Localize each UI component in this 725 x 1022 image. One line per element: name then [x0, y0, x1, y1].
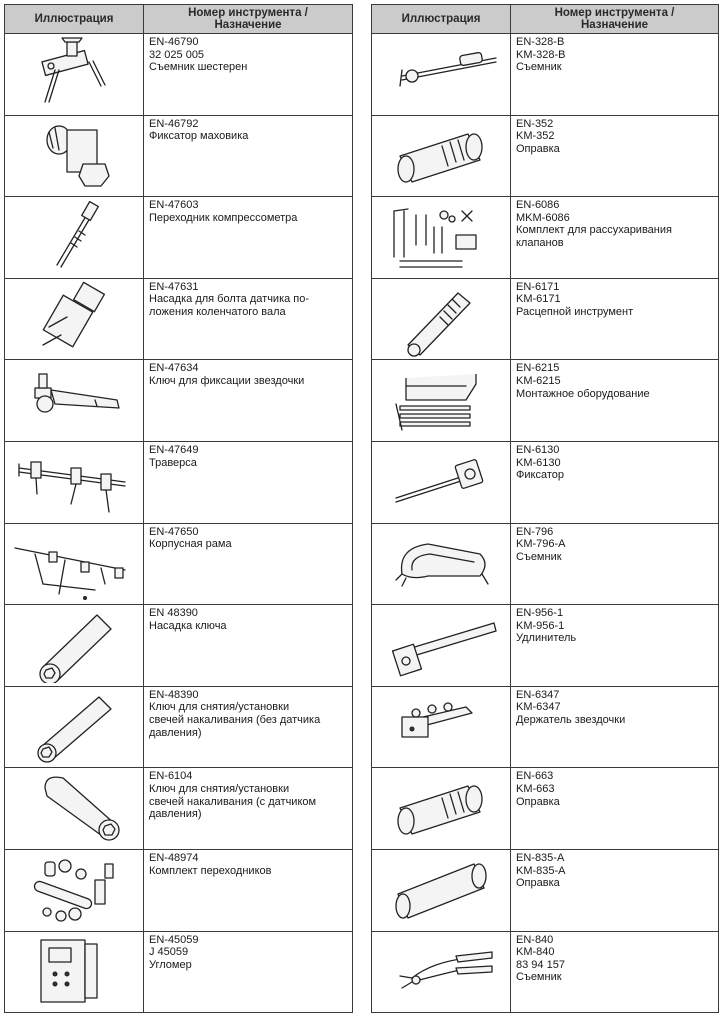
tool-illustration: [5, 34, 144, 116]
compression-adapter-icon: [5, 197, 141, 275]
tool-row: [372, 278, 719, 360]
tool-description: [511, 931, 719, 1013]
tool-description-line: Ключ для снятия/установки: [149, 782, 290, 795]
tool-description-line: Траверса: [149, 456, 197, 469]
tool-illustration: [372, 441, 511, 523]
tool-description-line: Переходник компрессометра: [149, 211, 298, 224]
tool-description-line: ложения коленчатого вала: [149, 305, 286, 318]
tool-description-line: 83 94 157: [516, 958, 565, 971]
tool-description-line: Удлинитель: [516, 632, 577, 645]
puller-icon: [372, 34, 508, 112]
tool-description-line: J 45059: [149, 946, 189, 959]
tool-number: EN-47650: [149, 525, 199, 538]
tool-number: EN-835-A: [516, 851, 565, 864]
mandrel-long-icon: [372, 850, 508, 928]
tool-illustration: [5, 686, 144, 768]
tool-illustration: [372, 686, 511, 768]
tool-row: [372, 197, 719, 279]
tool-row: [372, 523, 719, 605]
tool-description-line: Оправка: [516, 877, 560, 890]
tool-description-line: 32 025 005: [149, 48, 205, 61]
tool-description-line: Комплект переходников: [149, 864, 272, 877]
clip-puller-icon: [372, 524, 508, 602]
tools-table-right: [371, 4, 719, 1013]
tool-row: [5, 34, 353, 116]
tool-description-line: Насадка для болта датчика по-: [149, 293, 310, 306]
adapter-kit-icon: [5, 850, 141, 928]
tool-description: [144, 441, 353, 523]
gear-puller-icon: [5, 34, 141, 112]
tool-description: [511, 768, 719, 850]
tool-description-line: давления): [149, 808, 202, 821]
tool-description: [144, 115, 353, 197]
tool-description: [511, 197, 719, 279]
tool-description-line: Фиксатор маховика: [149, 130, 249, 143]
tool-row: [372, 34, 719, 116]
tool-description-line: Комплект для рассухаривания: [516, 224, 672, 237]
tool-row: [5, 278, 353, 360]
protractor-icon: [5, 932, 141, 1010]
column-header-illustration: Иллюстрация: [372, 5, 511, 34]
tool-row: [372, 441, 719, 523]
crank-sensor-socket-icon: [5, 279, 141, 357]
tool-description-line: клапанов: [516, 236, 564, 249]
mandrel-icon: [372, 116, 508, 194]
column-header-tool-number: Номер инструмента / Назначение: [144, 5, 353, 34]
tool-number: EN-48974: [149, 851, 199, 864]
retainer-icon: [372, 442, 508, 520]
tool-description-line: свечей накаливания (без датчика: [149, 713, 321, 726]
body-frame-icon: [5, 524, 141, 602]
tool-illustration: [372, 34, 511, 116]
tool-illustration: [372, 849, 511, 931]
tool-description-line: Съемник: [516, 971, 562, 984]
tool-row: [372, 849, 719, 931]
glow-plug-socket-sensor-icon: [5, 768, 141, 846]
tool-description-line: Оправка: [516, 142, 560, 155]
wrench-socket-icon: [5, 605, 141, 683]
tool-number: EN-47634: [149, 362, 199, 375]
tool-row: [5, 605, 353, 687]
tool-illustration: [5, 441, 144, 523]
tool-row: [372, 768, 719, 850]
tool-description-line: KM-835-A: [516, 864, 566, 877]
tool-description: [144, 360, 353, 442]
tool-illustration: [5, 768, 144, 850]
tool-description-line: KM-352: [516, 130, 555, 143]
tool-row: [372, 115, 719, 197]
tool-number: EN-45059: [149, 933, 199, 946]
sprocket-wrench-icon: [5, 360, 141, 438]
split-tool-icon: [372, 279, 508, 357]
column-header-illustration: Иллюстрация: [5, 5, 144, 34]
tools-table-left: [4, 4, 353, 1013]
tool-row: [5, 115, 353, 197]
tool-number: EN-328-B: [516, 36, 565, 48]
tool-row: [372, 605, 719, 687]
tool-description: [144, 197, 353, 279]
tool-number: EN-47649: [149, 443, 199, 456]
tool-description: [144, 278, 353, 360]
tool-description-line: Ключ для снятия/установки: [149, 701, 290, 714]
tool-description-line: Фиксатор: [516, 469, 564, 482]
tool-description-line: свечей накаливания (с датчиком: [149, 795, 317, 808]
tool-row: [372, 360, 719, 442]
sprocket-holder-icon: [372, 687, 508, 765]
tool-description: [511, 34, 719, 116]
tool-row: [5, 441, 353, 523]
tool-description: [511, 115, 719, 197]
tool-illustration: [5, 605, 144, 687]
tool-number: EN-352: [516, 117, 554, 130]
tool-description-line: Съемник: [516, 550, 562, 563]
tool-description-line: KM-663: [516, 782, 555, 795]
pliers-puller-icon: [372, 932, 508, 1010]
tool-description-line: Ключ для фиксации звездочки: [149, 374, 305, 387]
tool-description: [511, 523, 719, 605]
tool-description-line: Держатель звездочки: [516, 713, 626, 726]
tool-number: EN-6347: [516, 688, 560, 701]
traverse-icon: [5, 442, 141, 520]
tool-description: [511, 360, 719, 442]
tool-illustration: [5, 523, 144, 605]
tool-description-line: KM-796-A: [516, 538, 566, 551]
tool-illustration: [372, 278, 511, 360]
tool-description: [144, 931, 353, 1013]
tool-number: EN-6130: [516, 443, 560, 456]
tool-description: [144, 605, 353, 687]
valve-tool-kit-icon: [372, 197, 508, 275]
tool-row: [5, 768, 353, 850]
tool-illustration: [5, 278, 144, 360]
tool-description-line: KM-6130: [516, 456, 561, 469]
tool-description: [144, 768, 353, 850]
tool-number: EN-46792: [149, 117, 199, 130]
tool-description-line: MKM-6086: [516, 211, 570, 224]
tool-description: [144, 686, 353, 768]
tool-description-line: Расцепной инструмент: [516, 305, 634, 318]
tool-description: [511, 441, 719, 523]
tool-number: EN-47603: [149, 199, 199, 212]
tool-description-line: Монтажное оборудование: [516, 387, 650, 400]
tool-description-line: KM-840: [516, 946, 555, 959]
tool-description: [511, 849, 719, 931]
tool-illustration: [5, 931, 144, 1013]
tool-number: EN 48390: [149, 607, 198, 620]
tool-row: [372, 686, 719, 768]
extension-icon: [372, 605, 508, 683]
tool-description-line: давления): [149, 726, 202, 739]
tool-description: [144, 849, 353, 931]
tool-row: [5, 931, 353, 1013]
tool-description-line: KM-6215: [516, 374, 561, 387]
tool-row: [5, 360, 353, 442]
tool-number: EN-796: [516, 525, 554, 538]
tool-description: [511, 278, 719, 360]
tool-number: EN-6086: [516, 199, 560, 212]
tool-number: EN-840: [516, 933, 554, 946]
column-header-tool-number: Номер инструмента / Назначение: [511, 5, 719, 34]
tool-description-line: KM-6171: [516, 293, 561, 306]
tool-description: [511, 686, 719, 768]
tool-illustration: [372, 523, 511, 605]
tool-description-line: KM-6347: [516, 701, 561, 714]
mounting-equipment-icon: [372, 360, 508, 438]
glow-plug-socket-icon: [5, 687, 141, 765]
tool-row: [5, 849, 353, 931]
tool-illustration: [372, 768, 511, 850]
tool-illustration: [372, 360, 511, 442]
tool-number: EN-46790: [149, 36, 199, 48]
tool-description: [144, 523, 353, 605]
tool-row: [5, 686, 353, 768]
tool-illustration: [372, 197, 511, 279]
tool-number: EN-663: [516, 770, 554, 783]
tool-description-line: Съемник шестерен: [149, 61, 248, 74]
tool-description: [144, 34, 353, 116]
tool-illustration: [5, 115, 144, 197]
tool-illustration: [372, 931, 511, 1013]
tool-illustration: [372, 605, 511, 687]
tool-description-line: Съемник: [516, 61, 562, 74]
tool-number: EN-48390: [149, 688, 199, 701]
mandrel-icon: [372, 768, 508, 846]
tool-number: EN-956-1: [516, 607, 564, 620]
tool-number: EN-47631: [149, 280, 199, 293]
tool-description-line: Корпусная рама: [149, 538, 232, 551]
tool-description-line: Угломер: [149, 958, 192, 971]
tool-illustration: [5, 849, 144, 931]
tool-number: EN-6171: [516, 280, 560, 293]
tool-description-line: Насадка ключа: [149, 619, 227, 632]
tool-row: [5, 523, 353, 605]
tool-description-line: KM-956-1: [516, 619, 565, 632]
tool-number: EN-6104: [149, 770, 193, 783]
tool-row: [372, 931, 719, 1013]
tool-row: [5, 197, 353, 279]
tool-illustration: [5, 197, 144, 279]
tool-illustration: [372, 115, 511, 197]
tool-description: [511, 605, 719, 687]
tool-number: EN-6215: [516, 362, 560, 375]
tool-illustration: [5, 360, 144, 442]
tool-description-line: Оправка: [516, 795, 560, 808]
tool-description-line: KM-328-B: [516, 48, 566, 61]
flywheel-holder-icon: [5, 116, 141, 194]
